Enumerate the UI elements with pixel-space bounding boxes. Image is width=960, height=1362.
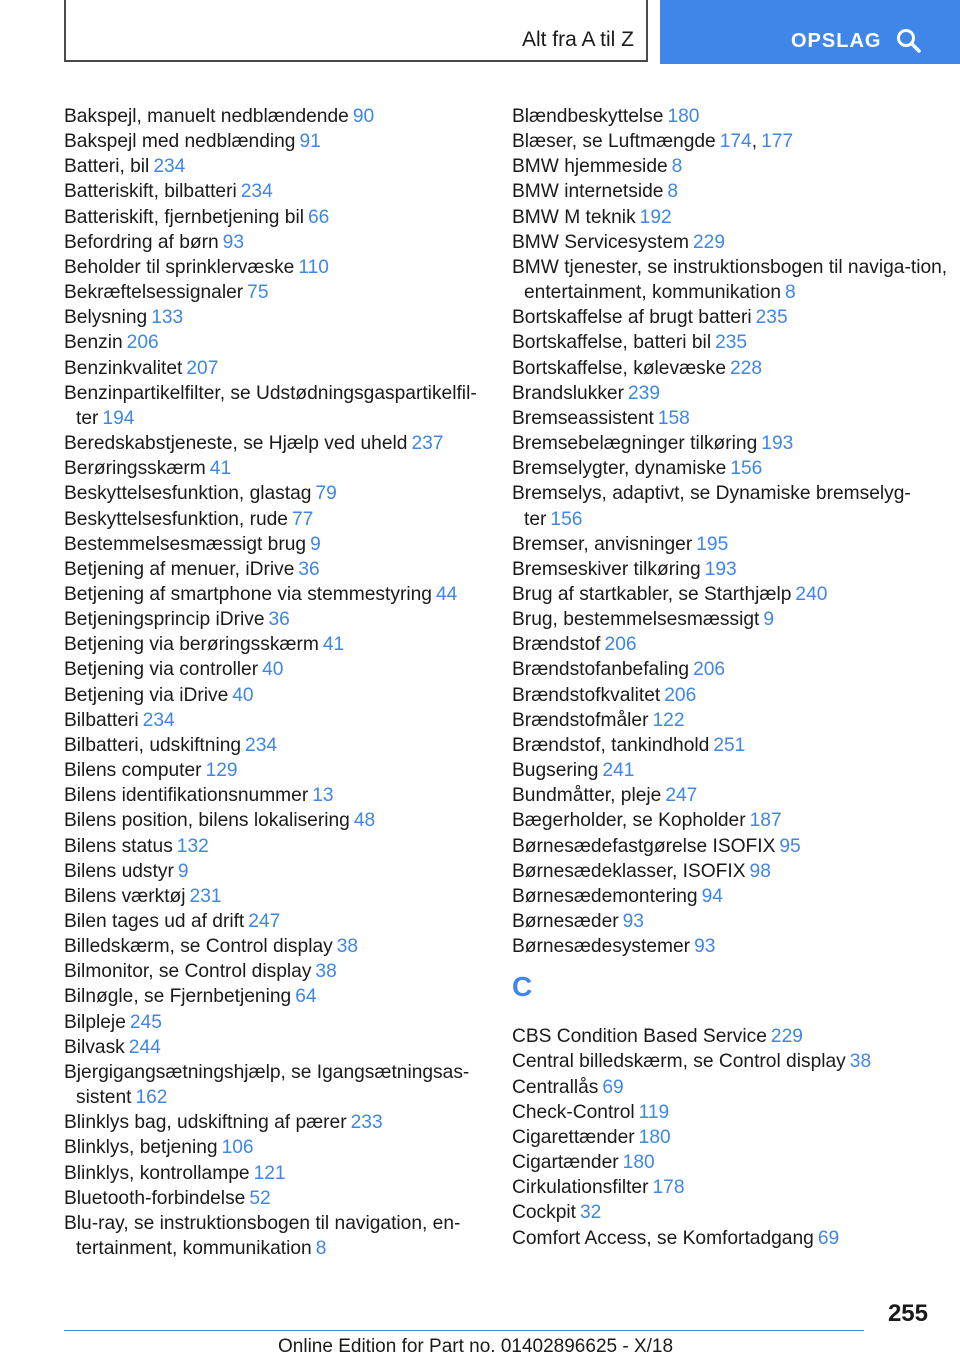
index-entry-term: Børnesædesystemer (512, 936, 691, 958)
page-link[interactable]: 133 (151, 307, 184, 329)
page-link[interactable]: 239 (627, 382, 660, 404)
page-link[interactable]: 44 (435, 583, 458, 605)
index-entry (512, 607, 952, 632)
index-entry-term: Brandslukker (512, 382, 624, 404)
page-link[interactable]: 206 (664, 684, 697, 706)
index-entry (512, 884, 952, 909)
page-link[interactable]: 132 (176, 835, 209, 857)
index-entry-term: BMW tjenester, se instruktionsbogen til naviga‐tion, entertainment, kommunikation (512, 256, 948, 304)
index-entry-term: Blinklys bag, udskiftning af pærer (64, 1112, 347, 1134)
index-entry (64, 255, 504, 280)
index-entry-term: Beskyttelsesfunktion, glastag (64, 483, 312, 505)
index-entry (64, 783, 504, 808)
index-group-b (512, 104, 952, 959)
page-link[interactable]: 234 (240, 181, 273, 203)
page-link[interactable]: 193 (704, 558, 737, 580)
index-entry (64, 733, 504, 758)
index-entry (512, 557, 952, 582)
page-link[interactable]: 119 (638, 1101, 670, 1123)
index-entry-term: Brændstof, tankindhold (512, 734, 710, 756)
page-link[interactable]: 38 (336, 936, 359, 958)
page-link[interactable]: 9 (177, 860, 189, 882)
index-entry (512, 154, 952, 179)
index-column-right (512, 104, 952, 1251)
index-entry (64, 1035, 504, 1060)
page-separator: , (751, 131, 758, 153)
index-entry-term: Betjening via iDrive (64, 684, 229, 706)
index-entry (512, 255, 952, 305)
index-entry-term: Bremsebelægninger tilkøring (512, 433, 758, 455)
page-link[interactable]: 41 (209, 458, 232, 480)
index-entry (64, 280, 504, 305)
index-entry-term: Beholder til sprinklervæske (64, 256, 295, 278)
page-link[interactable]: 79 (315, 483, 337, 505)
index-entry-term: Bremseassistent (512, 407, 654, 429)
index-entry-term: Bilpleje (64, 1011, 126, 1033)
index-entry-term: Berøringsskærm (64, 458, 206, 480)
page-link[interactable]: 75 (247, 282, 269, 304)
index-entry (64, 305, 504, 330)
page-link[interactable]: 93 (622, 911, 644, 932)
index-entry-term: Brændstofmåler (512, 709, 649, 731)
index-entry-term: Cockpit (512, 1202, 576, 1224)
index-entry (64, 104, 504, 129)
page-link[interactable]: 240 (795, 583, 828, 605)
page-link[interactable]: 40 (262, 659, 284, 681)
footer-divider (64, 1330, 864, 1331)
index-entry (512, 934, 952, 959)
index-entry (64, 884, 504, 909)
page-link[interactable]: 8 (667, 181, 679, 203)
page-link[interactable]: 48 (353, 810, 376, 832)
index-entry (512, 1024, 952, 1049)
page-link[interactable]: 8 (671, 156, 683, 178)
index-entry (512, 456, 952, 481)
page-link[interactable]: 38 (849, 1051, 872, 1073)
index-entry-term: Børnesædeklasser, ISOFIX (512, 860, 746, 882)
index-entry-term: Brændstofkvalitet (512, 684, 661, 706)
index-entry (512, 104, 952, 129)
page-link[interactable]: 247 (248, 911, 281, 932)
page-link[interactable]: 206 (604, 634, 637, 656)
index-entry (512, 909, 952, 934)
index-entry-term: Bilen tages ud af drift (64, 911, 245, 932)
page-link[interactable]: 8 (315, 1238, 327, 1260)
index-column-left (64, 104, 504, 1261)
index-entry-term: Bjergigangsætningshjælp, se Igangsætningsas‐sistent (64, 1061, 470, 1109)
index-entry-term: Bundmåtter, pleje (512, 785, 662, 807)
page-link[interactable]: 156 (550, 508, 583, 530)
page-link[interactable]: 247 (665, 785, 698, 807)
index-entry (512, 205, 952, 230)
index-entry-term: Bilvask (64, 1036, 125, 1058)
index-entry (512, 582, 952, 607)
index-entry-term: BMW internetside (512, 181, 664, 203)
tab-opslag-label: OPSLAG (791, 30, 882, 52)
page-link[interactable]: 229 (770, 1026, 803, 1048)
index-entry-term: Bestemmelsesmæssigt brug (64, 533, 307, 555)
page-link[interactable]: 106 (221, 1137, 254, 1159)
index-entry-term: Batteri, bil (64, 156, 150, 178)
index-entry (64, 1186, 504, 1211)
index-entry-term: Cigartænder (512, 1152, 619, 1174)
page-link[interactable]: 234 (245, 734, 278, 756)
index-entry-term: Beskyttelsesfunktion, rude (64, 508, 288, 530)
page-link[interactable]: 177 (761, 131, 794, 153)
page-link[interactable]: 231 (189, 885, 222, 907)
index-entry (512, 481, 952, 531)
index-entry (512, 632, 952, 657)
page-number: 255 (887, 1300, 928, 1327)
index-entry-term: CBS Condition Based Service (512, 1026, 767, 1048)
index-entry-term: Bremselys, adaptivt, se Dynamiske bremselyg‐ter (512, 483, 911, 530)
index-entry (512, 683, 952, 708)
index-entry-term: BMW hjemmeside (512, 156, 668, 178)
index-entry (64, 431, 504, 456)
index-entry-term: Bilmonitor, se Control display (64, 961, 312, 983)
index-entry (512, 758, 952, 783)
page-link[interactable]: 40 (232, 684, 254, 706)
index-entry-term: Bremseskiver tilkøring (512, 558, 701, 580)
index-entry-term: Bilens værktøj (64, 885, 186, 907)
index-entry (512, 179, 952, 204)
index-entry (512, 1226, 952, 1251)
index-entry-term: Børnesæder (512, 911, 619, 932)
index-entry-term: Befordring af børn (64, 231, 219, 253)
page-link[interactable]: 38 (315, 961, 337, 983)
index-entry (512, 859, 952, 884)
page-link[interactable]: 206 (693, 659, 726, 681)
page-link[interactable]: 192 (639, 206, 672, 228)
index-entry-term: Bilbatteri (64, 709, 139, 731)
index-entry-term: Bakspejl med nedblænding (64, 131, 296, 153)
page-link[interactable]: 36 (298, 558, 320, 580)
index-entry-term: Bilens status (64, 835, 173, 857)
page-link[interactable]: 193 (761, 433, 794, 455)
index-entry (64, 934, 504, 959)
index-entry (64, 456, 504, 481)
page-link[interactable]: 32 (579, 1202, 602, 1224)
index-entry (512, 657, 952, 682)
page-link[interactable]: 229 (692, 231, 725, 253)
index-entry-term: Batteriskift, bilbatteri (64, 181, 237, 203)
index-entry-term: Blu-ray, se instruktionsbogen til navigation, en‐tertainment, kommunikation (64, 1212, 461, 1260)
index-entry-term: Bugsering (512, 760, 599, 782)
index-entry (64, 356, 504, 381)
page-link[interactable]: 233 (350, 1112, 383, 1134)
index-entry (512, 305, 952, 330)
index-entry (512, 808, 952, 833)
index-entry-term: Central billedskærm, se Control display (512, 1051, 846, 1073)
index-entry-term: Billedskærm, se Control display (64, 936, 333, 958)
page-link[interactable]: 91 (299, 131, 321, 153)
page-link[interactable]: 245 (129, 1011, 162, 1033)
index-entry-term: Bilens udstyr (64, 860, 174, 882)
tab-az-label: Alt fra A til Z (521, 28, 634, 51)
index-entry (64, 129, 504, 154)
page-link[interactable]: 251 (713, 734, 746, 756)
index-entry (64, 1060, 504, 1110)
index-entry-term: Benzin (64, 332, 123, 354)
index-entry-term: Bilnøgle, se Fjernbetjening (64, 986, 292, 1008)
index-entry (512, 1075, 952, 1100)
index-entry (64, 582, 504, 607)
index-entry (64, 532, 504, 557)
index-entry (64, 381, 504, 431)
index-entry (512, 230, 952, 255)
index-entry (512, 1175, 952, 1200)
index-entry (64, 330, 504, 355)
header (0, 0, 960, 66)
index-entry-term: Bremser, anvisninger (512, 533, 693, 555)
index-entry (512, 1200, 952, 1225)
index-entry-term: Bilbatteri, udskiftning (64, 734, 242, 756)
page-link[interactable]: 93 (694, 936, 716, 958)
index-entry (64, 1010, 504, 1035)
index-entry (64, 909, 504, 934)
page-link[interactable]: 244 (128, 1036, 161, 1058)
page-link[interactable]: 90 (352, 106, 375, 127)
index-entry-term: Cirkulationsfilter (512, 1177, 649, 1199)
index-entry-term: Brændstofanbefaling (512, 659, 690, 681)
index-entry-term: Børnesædefastgørelse ISOFIX (512, 835, 776, 857)
footer-edition: Online Edition for Part no. 01402896625 - X/18 (278, 1336, 674, 1357)
index-entry-term: Brændstof (512, 634, 601, 656)
index-entry (64, 205, 504, 230)
page-link[interactable]: 158 (657, 407, 690, 429)
index-entry-term: Bægerholder, se Kopholder (512, 810, 746, 832)
index-entry (512, 783, 952, 808)
page-link[interactable]: 228 (730, 357, 763, 379)
index-entry-term: Batteriskift, fjernbetjening bil (64, 206, 304, 228)
page-link[interactable]: 95 (779, 835, 801, 857)
index-entry-term: Blændbeskyttelse (512, 106, 664, 127)
page-link[interactable]: 241 (602, 760, 635, 782)
page-link[interactable]: 52 (249, 1187, 271, 1209)
index-entry (512, 431, 952, 456)
page-link[interactable]: 121 (253, 1162, 286, 1184)
page-link[interactable]: 194 (102, 407, 135, 429)
page-link[interactable]: 207 (186, 357, 219, 379)
index-entry-term: Betjening via controller (64, 659, 259, 681)
index-entry-term: Blæser, se Luftmængde (512, 131, 716, 153)
index-entry-term: Betjening af smartphone via stemmestyring (64, 583, 432, 605)
index-entry (512, 1049, 952, 1074)
page-link[interactable]: 94 (701, 885, 723, 907)
index-entry-term: Bortskaffelse, batteri bil (512, 332, 712, 354)
index-entry (64, 230, 504, 255)
index-entry (512, 1125, 952, 1150)
index-entry-term: Belysning (64, 307, 148, 329)
page-link[interactable]: 162 (135, 1087, 168, 1109)
page-link[interactable]: 69 (602, 1076, 624, 1098)
page-link[interactable]: 234 (153, 156, 186, 178)
index-entry (512, 330, 952, 355)
index-entry (512, 1150, 952, 1175)
index-entry (64, 859, 504, 884)
page-link[interactable]: 77 (291, 508, 314, 530)
index-entry (64, 1211, 504, 1261)
page-link[interactable]: 64 (295, 986, 317, 1008)
index-entry-term: Bortskaffelse, kølevæske (512, 357, 726, 379)
index-entry-term: Check-Control (512, 1101, 635, 1123)
index-entry (64, 1135, 504, 1160)
index-entry-term: Bilens position, bilens lokalisering (64, 810, 350, 832)
page-link[interactable]: 9 (763, 609, 775, 631)
index-group-c (512, 1024, 952, 1250)
index-entry-term: Benzinpartikelfilter, se Udstødningsgaspartikelfil‐ter (64, 382, 477, 429)
index-entry-term: Bluetooth-forbindelse (64, 1187, 246, 1209)
index-entry (512, 406, 952, 431)
page-link[interactable]: 180 (638, 1126, 671, 1148)
index-entry-term: Benzinkvalitet (64, 357, 183, 379)
index-entry (512, 129, 952, 154)
index-entry-term: Comfort Access, se Komfortadgang (512, 1227, 814, 1249)
tab-opslag[interactable] (660, 0, 960, 64)
index-entry (64, 1110, 504, 1135)
index-entry (512, 708, 952, 733)
page-link[interactable]: 235 (755, 307, 788, 329)
page-link[interactable]: 180 (622, 1152, 655, 1174)
index-entry (64, 758, 504, 783)
page-link[interactable]: 66 (307, 206, 330, 228)
index-entry-term: Bekræftelsessignaler (64, 282, 244, 304)
index-entry-term: Centrallås (512, 1076, 599, 1098)
index-entry-term: BMW M teknik (512, 206, 636, 228)
index-entry-term: Børnesædemontering (512, 885, 698, 907)
page-link[interactable]: 41 (322, 634, 345, 656)
page-link[interactable]: 36 (268, 609, 290, 631)
index-entry (64, 834, 504, 859)
search-icon (896, 28, 922, 54)
index-entry (64, 507, 504, 532)
index-entry (512, 733, 952, 758)
page-link[interactable]: 93 (222, 231, 244, 253)
page-link[interactable]: 187 (749, 810, 782, 832)
index-entry (512, 1100, 952, 1125)
page-link[interactable]: 98 (749, 860, 771, 882)
index-entry (512, 532, 952, 557)
index-entry-term: Bremselygter, dynamiske (512, 458, 727, 480)
index-entry-term: Betjening via berøringsskærm (64, 634, 319, 656)
index-entry (64, 984, 504, 1009)
index-entry-term: Betjeningsprincip iDrive (64, 609, 265, 631)
page-link[interactable]: 174 (719, 131, 752, 153)
page-link[interactable]: 195 (696, 533, 729, 555)
index-entry (64, 179, 504, 204)
index-entry (64, 808, 504, 833)
index-entry-term: Beredskabstjeneste, se Hjælp ved uheld (64, 433, 408, 455)
index-entry (64, 607, 504, 632)
index-entry-term: Blinklys, betjening (64, 1137, 218, 1159)
index-entry (512, 381, 952, 406)
page-link[interactable]: 129 (205, 760, 238, 782)
page-link[interactable]: 234 (142, 709, 175, 731)
index-entry (64, 154, 504, 179)
index-entry (512, 834, 952, 859)
page-link[interactable]: 206 (126, 332, 159, 354)
index-entry (64, 683, 504, 708)
index-entry (512, 356, 952, 381)
page-link[interactable]: 180 (667, 106, 700, 127)
index-entry (64, 557, 504, 582)
index-entry-term: Bilens identifikationsnummer (64, 785, 309, 807)
page-link[interactable]: 13 (312, 785, 334, 807)
tab-alt-fra-a-til-z[interactable] (64, 0, 648, 62)
index-entry-term: Bilens computer (64, 760, 202, 782)
index-entry-term: BMW Servicesystem (512, 231, 689, 253)
page-link[interactable]: 69 (817, 1227, 840, 1249)
index-entry-term: Bortskaffelse af brugt batteri (512, 307, 752, 329)
index-entry (64, 959, 504, 984)
page-link[interactable]: 235 (715, 332, 748, 354)
index-letter-c: C (512, 971, 533, 1003)
page-link[interactable]: 122 (652, 709, 685, 731)
page-link[interactable]: 9 (310, 533, 321, 555)
index-entry (64, 708, 504, 733)
index-entry-term: Brug af startkabler, se Starthjælp (512, 583, 792, 605)
index-entry-term: Brug, bestemmelsesmæssigt (512, 609, 760, 631)
page-link[interactable]: 178 (652, 1177, 685, 1199)
index-entry (64, 1161, 504, 1186)
index-entry (64, 632, 504, 657)
index-entry-term: Bakspejl, manuelt nedblændende (64, 106, 349, 127)
index-entry-term: Cigarettænder (512, 1126, 635, 1148)
page-link[interactable]: 156 (730, 458, 763, 480)
index-entry (64, 657, 504, 682)
index-entry-term: Betjening af menuer, iDrive (64, 558, 295, 580)
page-link[interactable]: 8 (785, 282, 796, 304)
page-link[interactable]: 237 (411, 433, 444, 455)
index-entry-term: Blinklys, kontrollampe (64, 1162, 250, 1184)
index-entry (64, 481, 504, 506)
page-link[interactable]: 110 (298, 256, 329, 278)
